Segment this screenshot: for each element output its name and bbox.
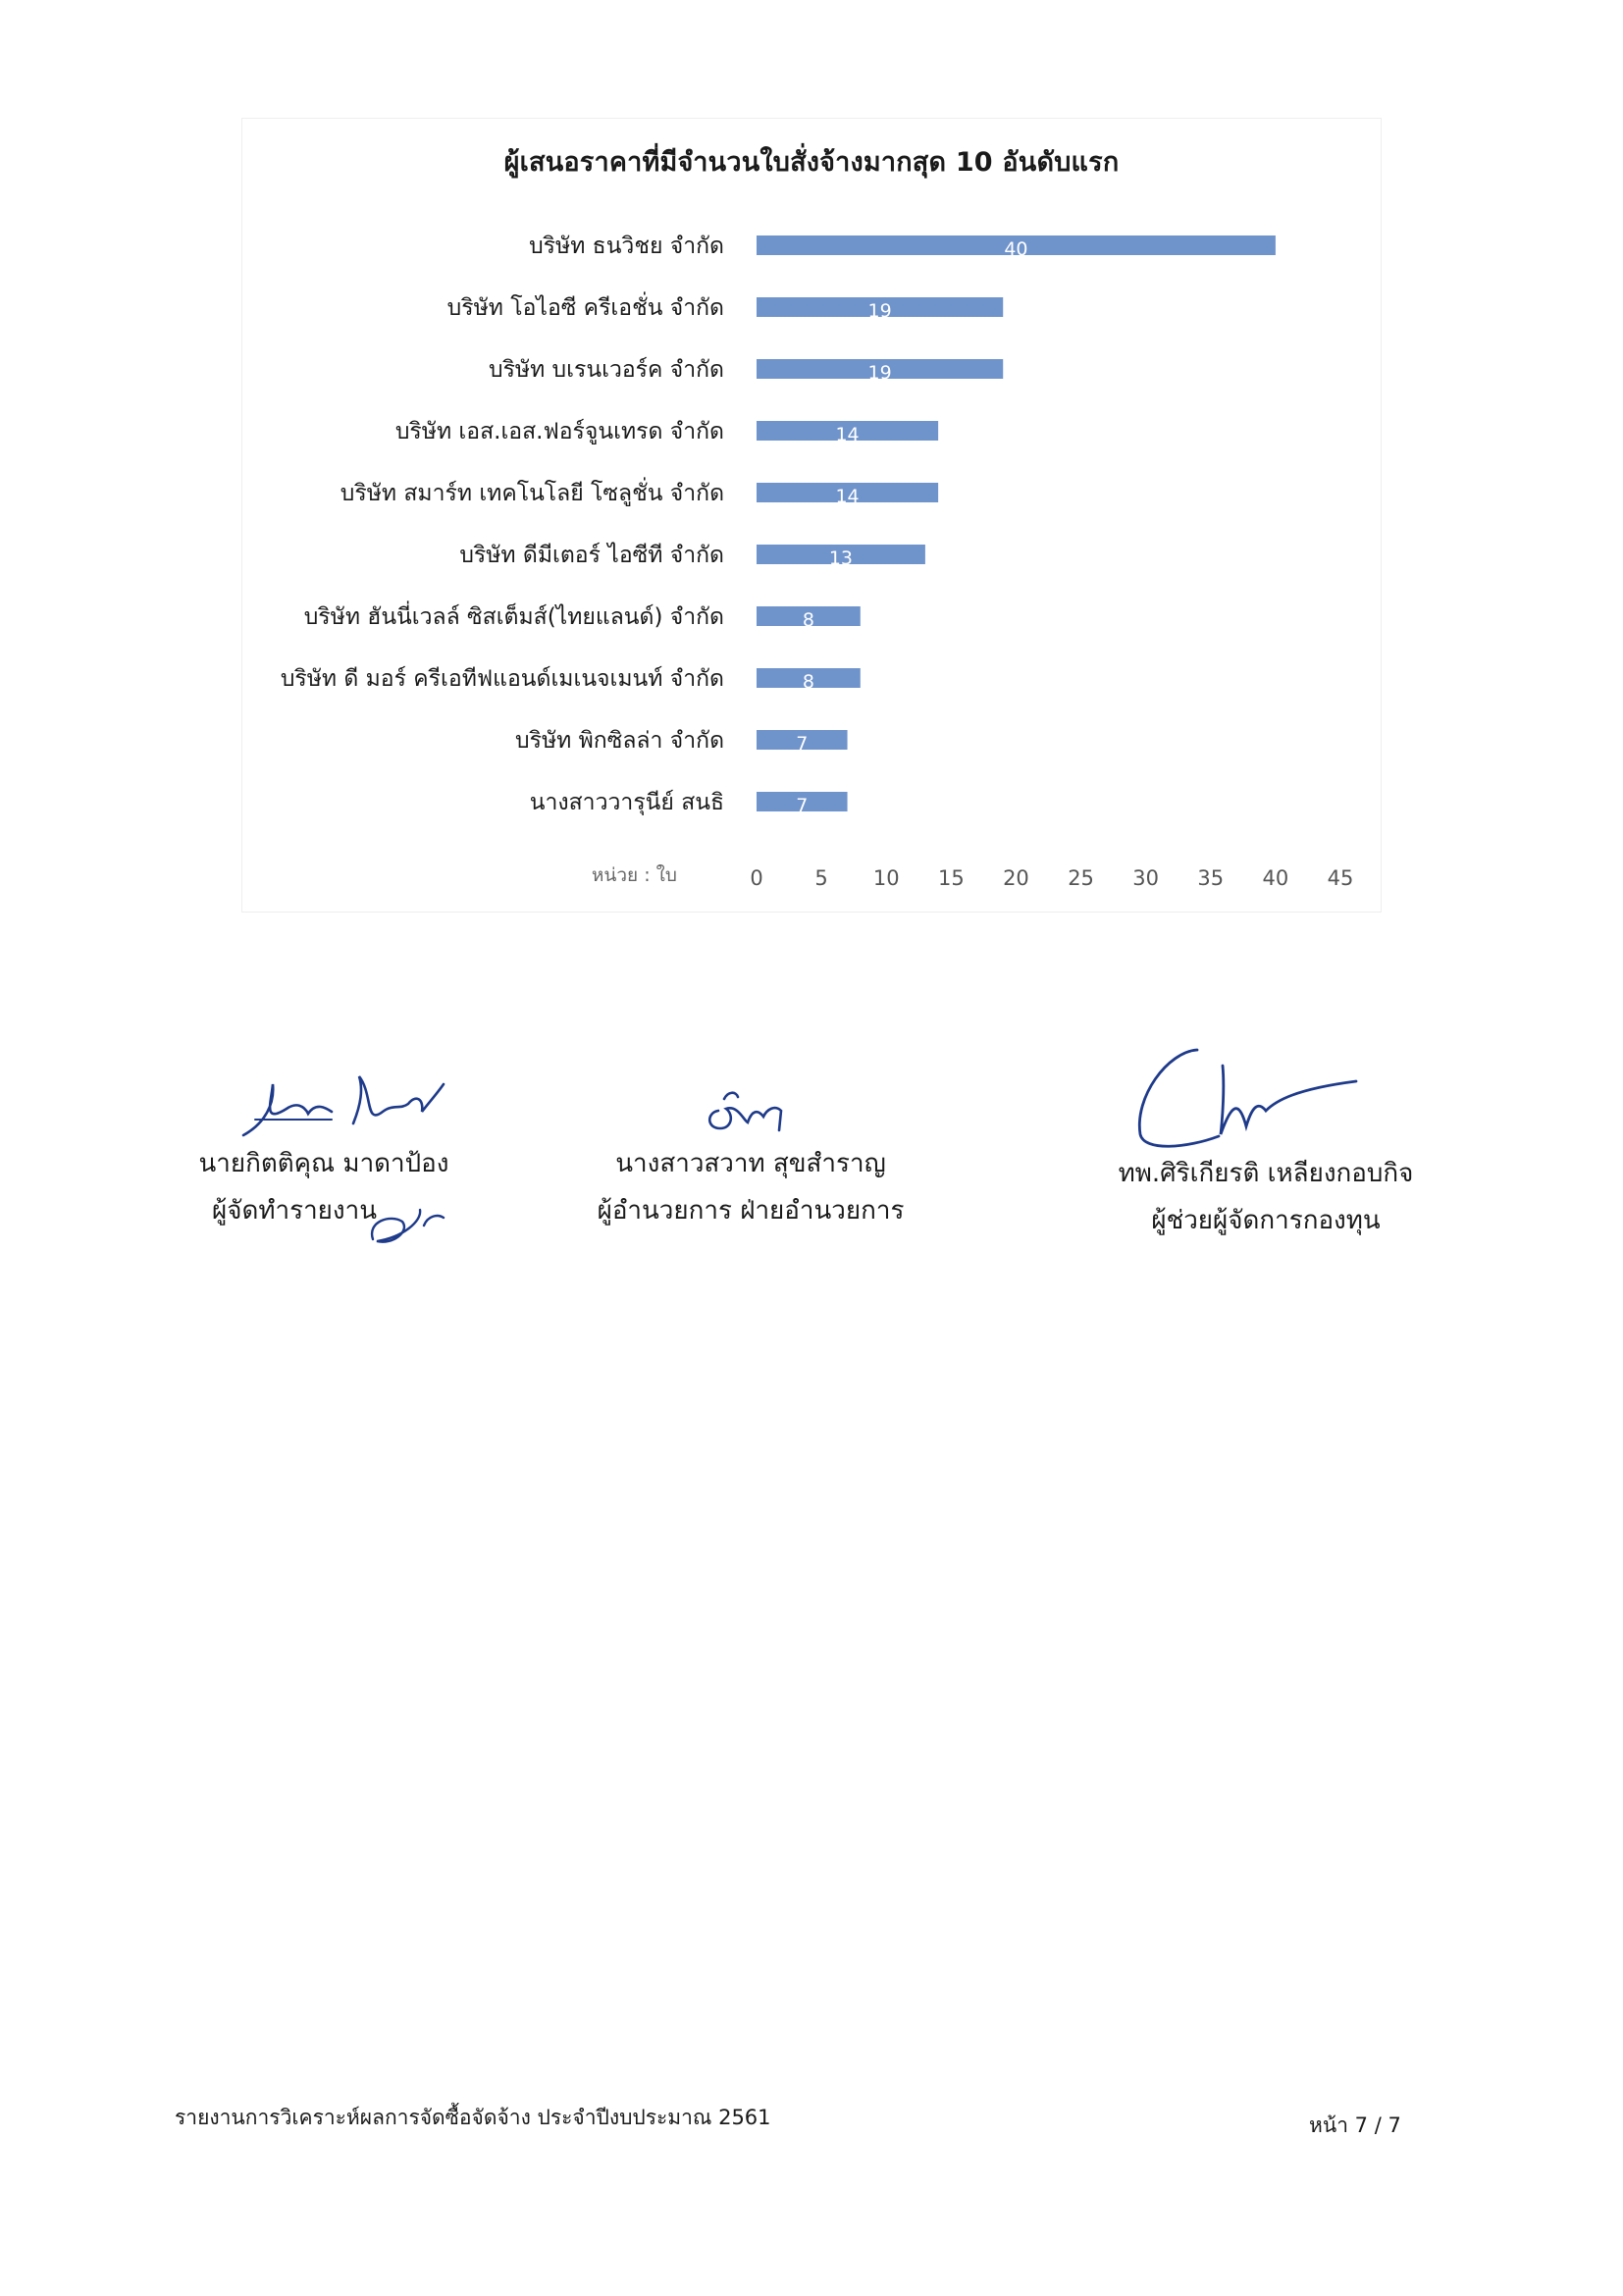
chart-title: ผู้เสนอราคาที่มีจำนวนใบสั่งจ้างมากสุด 10 อันดับแรก	[503, 147, 1120, 178]
report-title-footer: รายงานการวิเคราะห์ผลการจัดซื้อจัดจ้าง ประจำปีงบประมาณ 2561	[175, 2106, 771, 2129]
unit-label: หน่วย : ใบ	[591, 864, 677, 886]
x-tick-label: 5	[814, 866, 828, 890]
signer-role: ผู้จัดทำรายงาน	[212, 1196, 377, 1226]
handwritten-signature-2	[699, 1081, 787, 1140]
signer-name: นางสาวสวาท สุขสำราญ	[615, 1149, 886, 1178]
category-label: บริษัท ดี มอร์ ครีเอทีฟแอนด์เมเนจเมนท์ จำกัด	[280, 666, 724, 692]
category-label: บริษัท พิกซิลล่า จำกัด	[515, 728, 724, 754]
signer-role: ผู้อำนวยการ ฝ่ายอำนวยการ	[597, 1196, 905, 1226]
data-label: 40	[1004, 238, 1028, 260]
signer-role: ผู้ช่วยผู้จัดการกองทุน	[1151, 1206, 1381, 1235]
category-label: บริษัท ดีมีเตอร์ ไอซีที จำกัด	[459, 543, 724, 568]
x-tick-label: 0	[750, 866, 763, 890]
data-label: 19	[867, 300, 892, 322]
data-label: 19	[867, 362, 892, 384]
signature-block-3	[1079, 1150, 1452, 1244]
data-label: 7	[796, 733, 809, 755]
signature-block-1	[137, 1140, 510, 1234]
x-tick-label: 45	[1327, 866, 1354, 890]
category-label: บริษัท เอส.เอส.ฟอร์จูนเทรด จำกัด	[394, 419, 724, 444]
category-label: บริษัท โอไอซี ครีเอชั่น จำกัด	[446, 295, 724, 321]
signer-name: ทพ.ศิริเกียรติ เหลียงกอบกิจ	[1118, 1159, 1414, 1188]
signer-name: นายกิตติคุณ มาดาป้อง	[198, 1149, 449, 1178]
data-label: 8	[802, 671, 814, 693]
page-number: หน้า 7 / 7	[1309, 2113, 1401, 2137]
signature-block-2	[554, 1140, 947, 1234]
x-tick-label: 15	[937, 866, 965, 890]
category-label: บริษัท ฮันนี่เวลล์ ซิสเต็มส์(ไทยแลนด์) จำกัด	[303, 604, 724, 630]
data-label: 8	[802, 609, 814, 631]
data-label: 14	[835, 486, 860, 507]
handwritten-signature-1	[236, 1065, 451, 1143]
category-label: บริษัท บเรนเวอร์ค จำกัด	[488, 357, 724, 383]
data-label: 13	[828, 548, 854, 569]
x-tick-label: 25	[1068, 866, 1094, 890]
x-tick-label: 40	[1262, 866, 1289, 890]
handwritten-signature-3	[1128, 1038, 1384, 1156]
x-tick-label: 30	[1132, 866, 1160, 890]
data-label: 7	[796, 795, 809, 816]
x-tick-label: 10	[872, 866, 900, 890]
category-label: บริษัท ธนวิชย จำกัด	[529, 234, 724, 259]
data-label: 14	[835, 424, 860, 445]
x-tick-label: 35	[1197, 866, 1225, 890]
category-label: นางสาววารุนีย์ สนธิ	[529, 790, 724, 815]
x-tick-label: 20	[1003, 866, 1029, 890]
category-label: บริษัท สมาร์ท เทคโนโลยี โซลูชั่น จำกัด	[340, 481, 724, 506]
